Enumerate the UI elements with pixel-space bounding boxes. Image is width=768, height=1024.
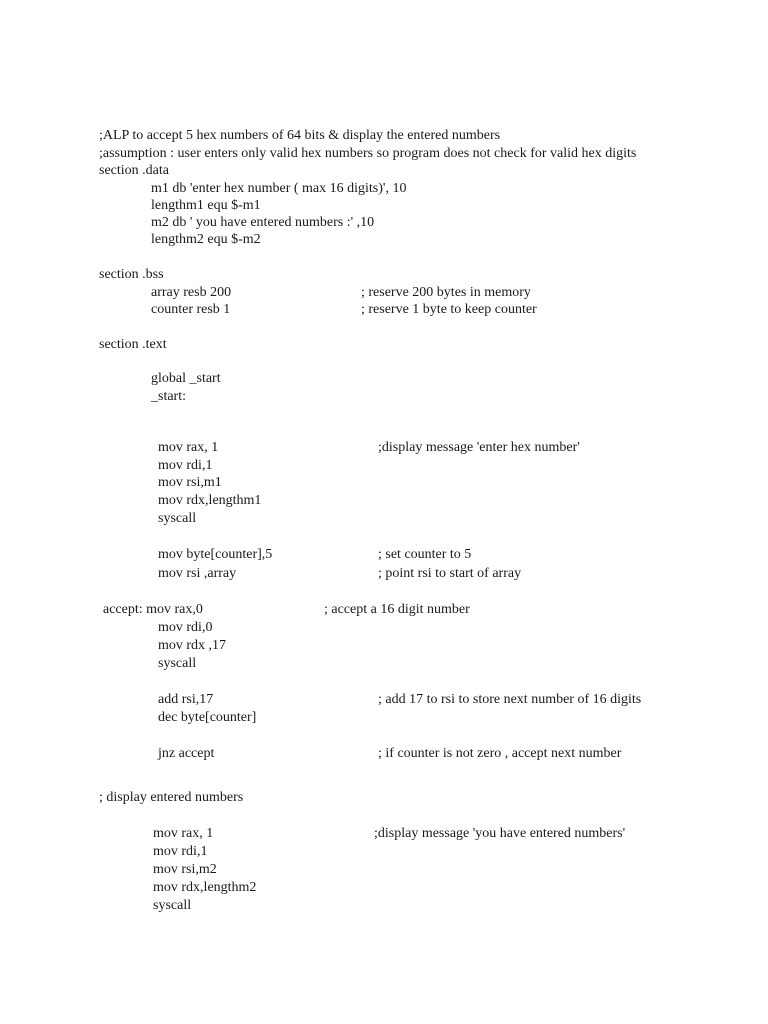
code-line: mov rax, 1 bbox=[158, 440, 219, 455]
code-line: dec byte[counter] bbox=[158, 710, 257, 725]
assumption-comment-line: ;assumption : user enters only valid hex numbers so program does not check for valid hex digits bbox=[99, 146, 637, 161]
code-line: global _start bbox=[151, 371, 221, 386]
code-line: add rsi,17 bbox=[158, 692, 214, 707]
code-line: lengthm1 equ $-m1 bbox=[151, 198, 261, 213]
code-line: mov rsi ,array bbox=[158, 566, 237, 581]
section-bss-line: section .bss bbox=[99, 267, 164, 282]
code-line: mov rsi,m1 bbox=[158, 475, 222, 490]
code-line: mov rdx ,17 bbox=[158, 638, 227, 653]
code-line: jnz accept bbox=[158, 746, 215, 761]
display-section-comment: ; display entered numbers bbox=[99, 790, 244, 805]
code-comment: ; if counter is not zero , accept next number bbox=[378, 746, 622, 761]
code-comment: ; reserve 200 bytes in memory bbox=[361, 285, 531, 300]
code-comment: ; reserve 1 byte to keep counter bbox=[361, 302, 537, 317]
code-line: syscall bbox=[158, 511, 197, 526]
header-comment-line: ;ALP to accept 5 hex numbers of 64 bits & display the entered numbers bbox=[99, 128, 501, 143]
code-line: mov rdx,lengthm2 bbox=[153, 880, 257, 895]
code-line: mov rdi,0 bbox=[158, 620, 213, 635]
code-comment: ; add 17 to rsi to store next number of 16 digits bbox=[378, 692, 642, 707]
code-line: mov rax, 1 bbox=[153, 826, 214, 841]
code-line: lengthm2 equ $-m2 bbox=[151, 232, 261, 247]
code-line: syscall bbox=[153, 898, 192, 913]
code-line: counter resb 1 bbox=[151, 302, 231, 317]
section-text-line: section .text bbox=[99, 337, 167, 352]
code-line: array resb 200 bbox=[151, 285, 232, 300]
code-line: m1 db 'enter hex number ( max 16 digits)', 10 bbox=[151, 181, 407, 196]
code-comment: ;display message 'you have entered numbers' bbox=[374, 826, 626, 841]
code-line: accept: mov rax,0 bbox=[103, 602, 203, 617]
code-comment: ;display message 'enter hex number' bbox=[378, 440, 580, 455]
code-line: mov rsi,m2 bbox=[153, 862, 217, 877]
code-comment: ; set counter to 5 bbox=[378, 547, 472, 562]
code-line: mov rdi,1 bbox=[158, 458, 213, 473]
code-comment: ; accept a 16 digit number bbox=[324, 602, 470, 617]
code-comment: ; point rsi to start of array bbox=[378, 566, 522, 581]
code-line: m2 db ' you have entered numbers :' ,10 bbox=[151, 215, 375, 230]
code-line: mov rdi,1 bbox=[153, 844, 208, 859]
code-line: mov byte[counter],5 bbox=[158, 547, 273, 562]
code-line: _start: bbox=[151, 389, 186, 404]
code-line: mov rdx,lengthm1 bbox=[158, 493, 262, 508]
section-data-line: section .data bbox=[99, 163, 169, 178]
code-line: syscall bbox=[158, 656, 197, 671]
